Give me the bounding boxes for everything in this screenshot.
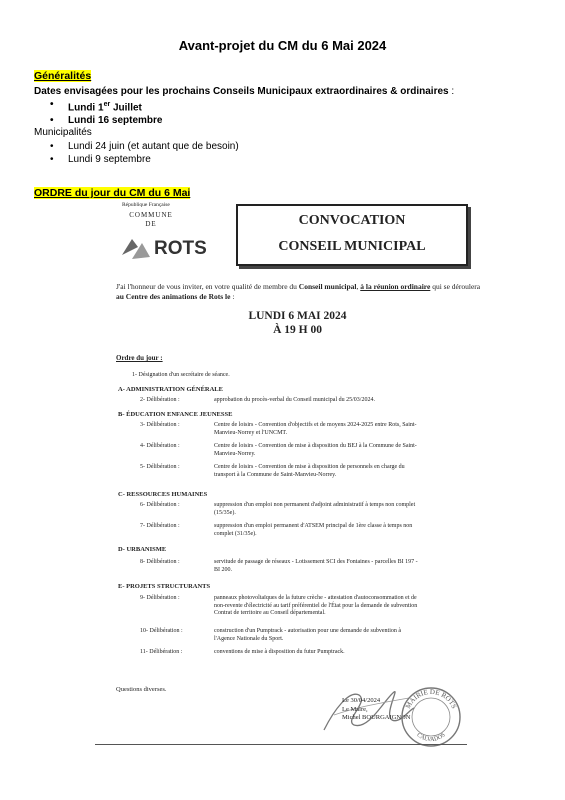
para-underline: à la réunion ordinaire — [360, 282, 431, 291]
municipalites-label: Municipalités — [34, 127, 92, 138]
para-bold: Conseil municipal — [298, 282, 357, 291]
conseil-municipal-title: CONSEIL MUNICIPAL — [278, 239, 426, 254]
questions-diverses: Questions diverses. — [116, 686, 167, 693]
commune-line1: COMMUNE — [129, 211, 173, 219]
rots-logo-icon — [120, 235, 152, 261]
commune-line2: DE — [145, 220, 157, 228]
meeting-date-line1: LUNDI 6 MAI 2024 — [248, 310, 347, 322]
footer-rule — [95, 744, 467, 745]
convocation-box — [236, 204, 468, 266]
meeting-time: À 19 H 00 — [273, 324, 322, 336]
commune-label — [120, 211, 182, 229]
rots-logo — [120, 235, 207, 261]
delib-label: 7- Délibération : — [140, 523, 180, 529]
mairie-stamp — [400, 686, 462, 748]
delib-text: Centre de loisirs - Convention d'objectifs et de moyens 2024-2025 entre Rots, Saint-Manvieu-Norrey et l'UNCMT. — [214, 422, 417, 436]
delib-label: 6- Délibération : — [140, 502, 180, 508]
delib-label: 4- Délibération : — [140, 443, 180, 449]
delib-text: suppression d'un emploi non permanent d'adjoint administratif à temps non complet (15/35e). — [214, 502, 416, 516]
cm-date-1-post: Juillet — [110, 102, 142, 114]
para-text: qui se déroulera — [430, 282, 481, 291]
agenda-item-1: 1- Désignation d'un secrétaire de séance. — [132, 372, 230, 378]
delib-label: 2- Délibération : — [140, 397, 180, 403]
signature-role: Le Maire, — [342, 705, 368, 713]
delib-text: suppression d'un emploi permanent d'ATSEM principal de 1ère classe à temps non complet (31/35e). — [214, 523, 413, 537]
para-bold: au Centre des animations de Rots le — [116, 292, 231, 301]
list-item — [50, 114, 162, 127]
ordre-heading — [34, 183, 190, 201]
meeting-date — [100, 309, 495, 337]
delib-text: construction d'un Pumptrack - autorisation pour une demande de subvention à l'Agence Nationale du Sport. — [214, 628, 402, 642]
delib-label: 5- Délibération : — [140, 464, 180, 470]
svg-text:MAIRIE DE ROTS — [404, 688, 458, 710]
page-title: Avant-projet du CM du 6 Mai 2024 — [178, 38, 387, 53]
delib-text: approbation du procès-verbal du Conseil municipal du 25/03/2024. — [214, 397, 375, 403]
invitation-paragraph — [116, 282, 481, 302]
para-text: : — [230, 292, 235, 301]
convocation-scan — [100, 200, 495, 744]
republique-francaise-text: République Française — [122, 202, 170, 208]
delib-label: 9- Délibération : — [140, 595, 180, 601]
para-text: J'ai l'honneur de vous inviter, en votre qualité de membre du — [116, 282, 299, 291]
stamp-top-text: MAIRIE DE ROTS — [403, 687, 459, 710]
dates-intro — [34, 86, 454, 97]
cm-dates-list — [50, 98, 162, 127]
delib-text: Centre de loisirs - Convention de mise à disposition du BEJ à la Commune de Saint-Manvieu-Norrey. — [214, 443, 417, 457]
muni-dates-list — [50, 140, 239, 166]
delib-label: 3- Délibération : — [140, 422, 180, 428]
delib-text: panneaux photovoltaïques de la future crèche - attestation d'autoconsommation et de non-revente d'électricité au tarif préférentiel de l'État pour la demande de subvention Contrat de territoire au Conseil départemental. — [214, 595, 418, 617]
delib-text: Centre de loisirs - Convention de mise à disposition de personnels en charge du transport à la Commune de Saint-Manvieu-Norrey. — [214, 464, 405, 478]
section-a: A- ADMINISTRATION GÉNÉRALE — [118, 386, 223, 393]
delib-label: 8- Délibération : — [140, 559, 180, 565]
section-b: B- ÉDUCATION ENFANCE JEUNESSE — [118, 411, 233, 418]
para-text: , — [356, 282, 361, 291]
section-e: E- PROJETS STRUCTURANTS — [118, 583, 211, 590]
svg-text:CALVADOS — [415, 732, 446, 743]
cm-date-1: Lundi 1 — [68, 102, 104, 114]
dates-intro-bold: Dates envisagées pour les prochains Conseils Municipaux extraordinaires & ordinaires — [34, 86, 449, 97]
section-d: D- URBANISME — [118, 546, 167, 553]
dates-intro-rest: : — [448, 86, 455, 97]
ordre-heading-text: ORDRE du jour du CM du 6 Mai — [34, 187, 191, 199]
convocation-title: CONVOCATION — [298, 213, 406, 228]
signature-date: Le 30/04/2024 — [342, 697, 381, 704]
cm-date-2: Lundi 16 septembre — [68, 115, 163, 127]
stamp-bottom-text: CALVADOS — [415, 732, 447, 744]
delib-label: 11- Délibération : — [140, 649, 183, 655]
section-c: C- RESSOURCES HUMAINES — [118, 491, 208, 498]
list-item: • Lundi 24 juin (et autant que de besoin) — [50, 140, 239, 153]
ordre-du-jour-label: Ordre du jour : — [116, 354, 163, 362]
list-item — [50, 98, 162, 114]
delib-text: conventions de mise à disposition du futur Pumptrack. — [214, 649, 345, 655]
signature-name: Michel BOURGAIGNON — [342, 714, 411, 721]
list-item: • Lundi 9 septembre — [50, 153, 239, 166]
delib-text: servitude de passage de réseaux - Lotissement SCI des Fontaines - parcelles BI 197 - BI 200. — [214, 559, 418, 573]
cm-date-1-sup: er — [103, 101, 111, 108]
delib-label: 10- Délibération : — [140, 628, 183, 634]
rots-logo-text: ROTS — [154, 238, 207, 259]
generalites-heading — [34, 66, 91, 84]
generalites-heading-text: Généralités — [34, 70, 92, 82]
